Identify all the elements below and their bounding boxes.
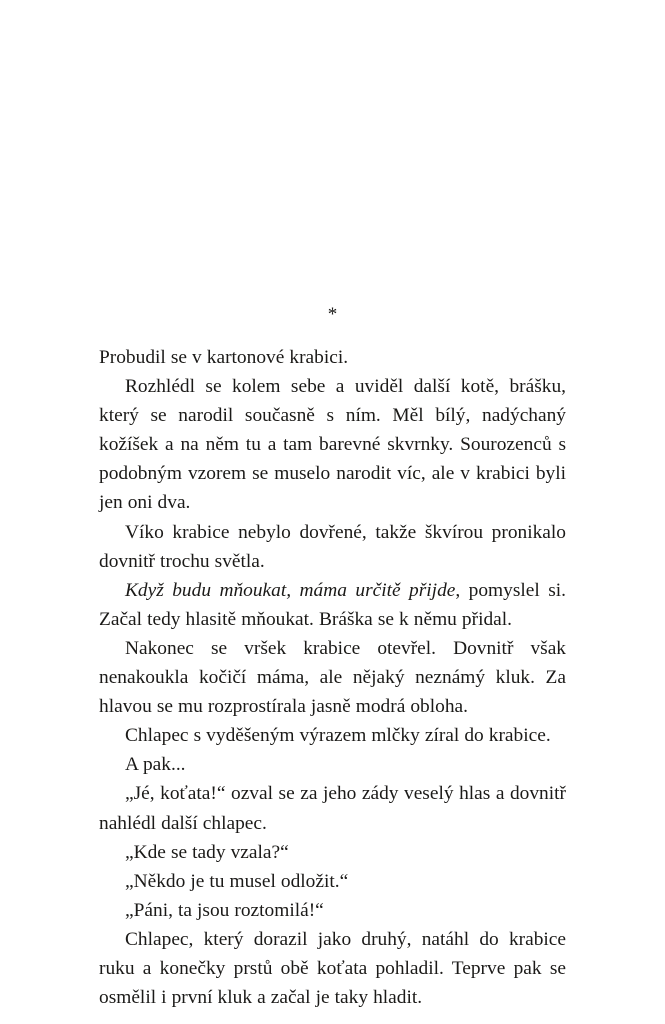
paragraph: Rozhlédl se kolem sebe a uviděl další kotě, brášku, který se narodil současně s ním. Měl bílý, nadýchaný kožíšek a na něm tu a tam barevné skvrnky. Sourozenců s podobným vzorem se muselo narodit víc, ale v krabici byli jen oni dva.: [99, 376, 566, 514]
paragraph: [99, 576, 566, 634]
paragraph-dialogue: „Někdo je tu musel odložit.“: [125, 870, 349, 892]
paragraph-dialogue: „Jé, koťata!“ ozval se za jeho zády veselý hlas a dovnitř nahlédl další chlapec.: [99, 783, 566, 834]
paragraph-dialogue: „Kde se tady vzala?“: [125, 841, 289, 863]
paragraph: A pak...: [125, 754, 186, 776]
paragraph-text-after-italic: , pomyslel si. Začal tedy hlasitě mňoukat. Bráška se k němu přidal.: [99, 579, 566, 630]
section-break-ornament: *: [327, 304, 338, 325]
page-text-block: [99, 300, 566, 1012]
paragraph: Probudil se v kartonové krabici.: [99, 347, 349, 368]
paragraph: Chlapec s vyděšeným výrazem mlčky zíral do krabice.: [125, 725, 551, 747]
paragraph: Víko krabice nebylo dovřené, takže škvírou pronikalo dovnitř trochu světla.: [99, 521, 566, 572]
italic-thought-phrase: Když budu mňoukat, máma určitě přijde: [125, 579, 456, 601]
paragraph: Nakonec se vršek krabice otevřel. Dovnitř však nenakoukla kočičí máma, ale nějaký neznámý kluk. Za hlavou se mu rozprostírala jasně modrá obloha.: [99, 637, 566, 718]
paragraph: Chlapec, který dorazil jako druhý, natáhl do krabice ruku a konečky prstů obě koťata pohladil. Teprve pak se osmělil i první kluk a začal je taky hladit.: [99, 928, 566, 1009]
paragraph-dialogue: „Páni, ta jsou roztomilá!“: [125, 899, 324, 921]
